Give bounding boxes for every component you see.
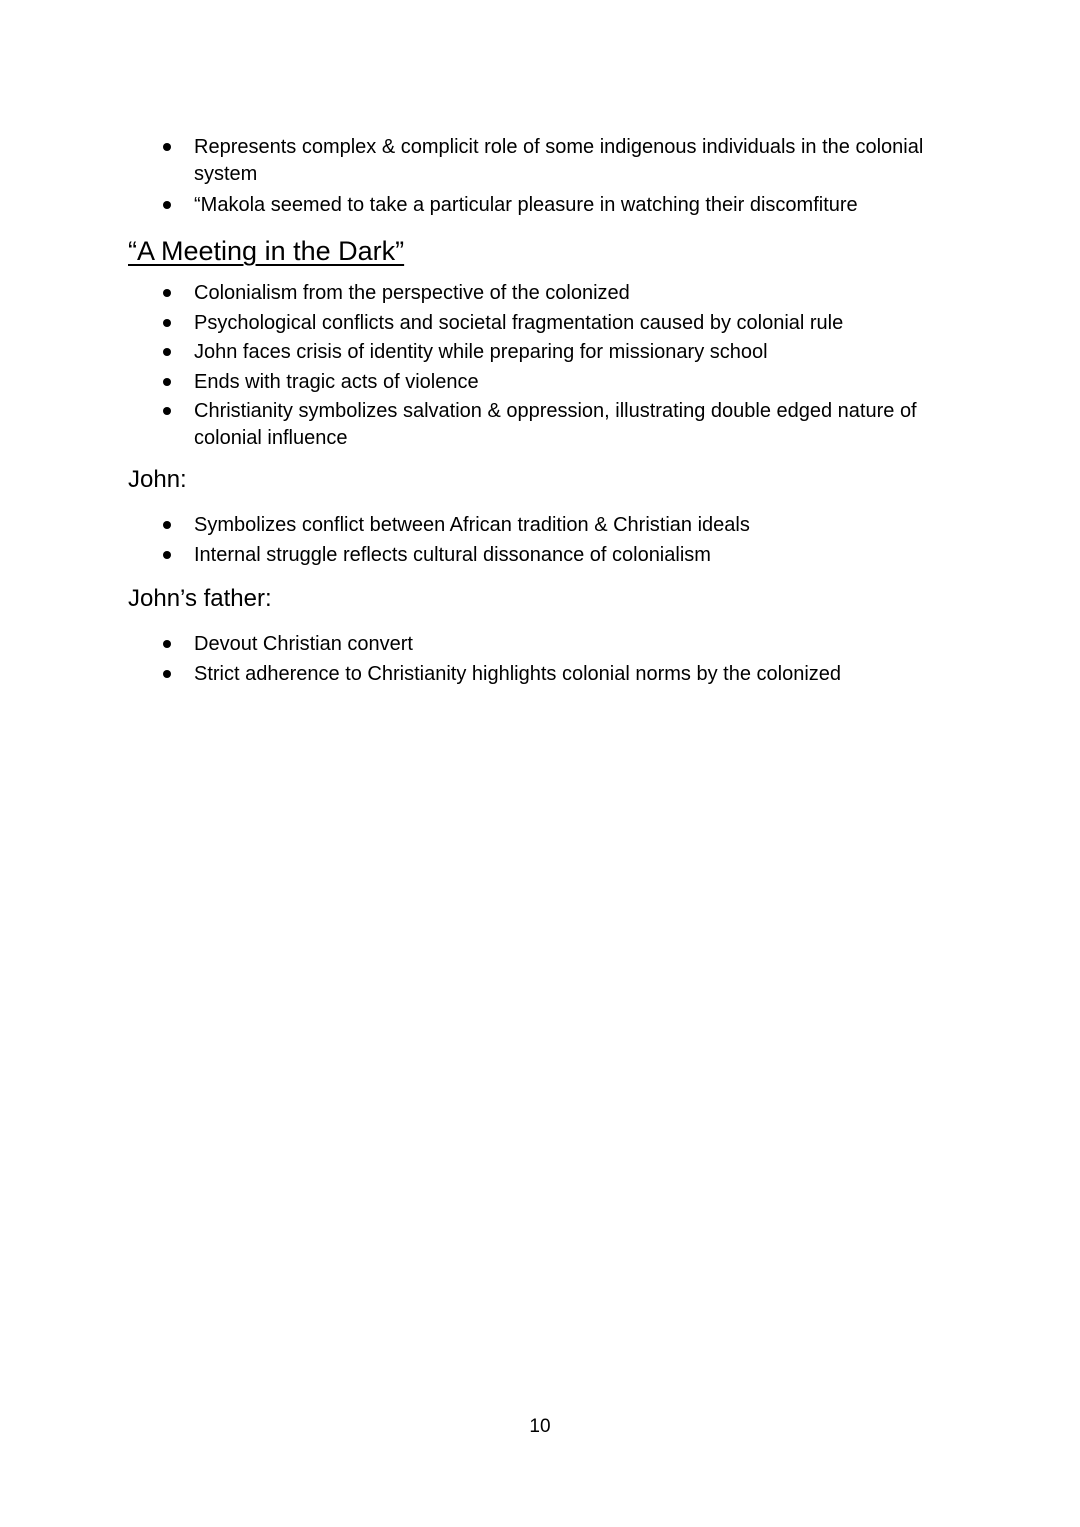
bullet-text: Symbolizes conflict between African tradition & Christian ideals [194, 514, 750, 536]
bullet-dot-icon [163, 319, 171, 327]
page-number: 10 [529, 1416, 551, 1437]
bullet-dot-icon [163, 348, 171, 356]
bullet-text: Christianity symbolizes salvation & oppression, illustrating double edged nature of colonial influence [194, 400, 917, 449]
section-bullet-list [163, 280, 953, 451]
bullet-dot-icon [163, 201, 171, 209]
intro-bullet-list [163, 134, 953, 219]
bullet-text: Strict adherence to Christianity highlights colonial norms by the colonized [194, 662, 842, 685]
bullet-text: Represents complex & complicit role of some indigenous individuals in the colonial system [194, 136, 924, 185]
bullet-text: Internal struggle reflects cultural dissonance of colonialism [194, 543, 711, 566]
bullet-dot-icon [163, 289, 171, 297]
bullet-dot-icon [163, 521, 171, 529]
bullet-text: Devout Christian convert [194, 633, 413, 655]
list-item [163, 280, 953, 307]
list-item [163, 192, 953, 219]
bullet-text: John faces crisis of identity while preparing for missionary school [194, 341, 768, 363]
bullet-dot-icon [163, 378, 171, 386]
list-item [163, 542, 953, 569]
bullet-text: Psychological conflicts and societal fragmentation caused by colonial rule [194, 311, 844, 334]
list-item [163, 661, 953, 688]
list-item [163, 631, 953, 658]
johns-father-bullet-list [163, 631, 953, 687]
bullet-text: Ends with tragic acts of violence [194, 370, 479, 393]
john-bullet-list [163, 512, 953, 568]
list-item [163, 339, 953, 366]
bullet-text: Colonialism from the perspective of the colonized [194, 282, 630, 304]
bullet-dot-icon [163, 640, 171, 648]
list-item [163, 310, 953, 337]
bullet-text: “Makola seemed to take a particular pleasure in watching their discomfiture [194, 194, 858, 216]
list-item [163, 134, 953, 187]
list-item [163, 398, 953, 451]
bullet-dot-icon [163, 143, 171, 151]
bullet-dot-icon [163, 407, 171, 415]
johns-father-heading: John’s father: [128, 585, 272, 612]
list-item [163, 512, 953, 539]
bullet-dot-icon [163, 670, 171, 678]
section-title: “A Meeting in the Dark” [128, 236, 405, 266]
list-item [163, 369, 953, 396]
john-heading: John: [128, 466, 187, 493]
bullet-dot-icon [163, 551, 171, 559]
